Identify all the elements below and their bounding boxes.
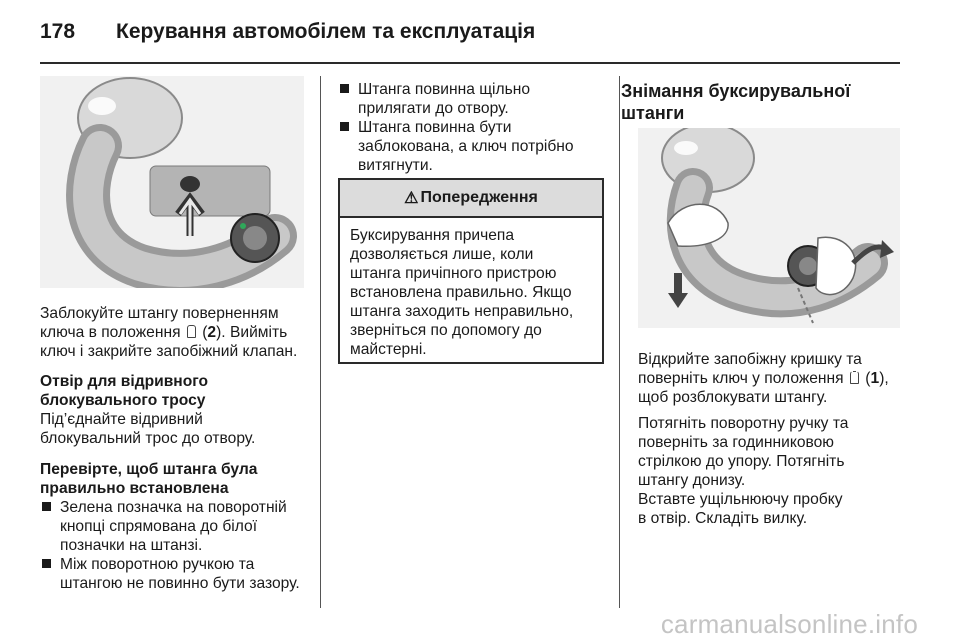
caption-line-2-pre: ключа в положення <box>40 324 181 341</box>
warning-line-2: дозволяється лише, коли <box>350 246 534 263</box>
cable-eye-line-1: Під’єднайте відривний <box>40 411 203 428</box>
cable-eye-line-2: блокувальний трос до отвору. <box>40 430 256 447</box>
bullet-green-mark-line-2: кнопці спрямована до білої <box>60 518 258 535</box>
section-heading-removal <box>621 80 850 124</box>
bullet-green-mark-line-1: Зелена позначка на поворотній <box>60 499 287 516</box>
unlock-paragraph <box>638 350 902 407</box>
key-locked-icon <box>187 325 196 338</box>
subheading-check-installation <box>40 460 316 498</box>
sealing-plug-line-2: в отвір. Складіть вилку. <box>638 510 808 527</box>
bullet-green-mark-line-3: позначки на штанзі. <box>60 537 203 554</box>
bullet-square-icon <box>42 502 51 511</box>
subheading-cable-eye <box>40 372 316 410</box>
warning-triangle-icon: ⚠ <box>404 190 419 207</box>
bullet-tight-fit <box>340 80 628 118</box>
key-unlocked-icon <box>850 371 859 384</box>
warning-line-1: Буксирування причепа <box>350 227 515 244</box>
cable-eye-paragraph <box>40 410 316 448</box>
pull-knob-line-1: Потягніть поворотну ручку та <box>638 415 849 432</box>
warning-header <box>340 180 602 218</box>
bullet-locked-line-2: заблокована, а ключ потрібно <box>358 138 574 155</box>
unlock-line-1: Відкрийте запобіжну кришку та <box>638 351 862 368</box>
subheading-check-line-1: Перевірте, щоб штанга була <box>40 461 258 478</box>
bullet-green-mark <box>42 498 334 555</box>
page-number: 178 <box>40 20 76 43</box>
bullet-no-gap-line-2: штангою не повинно бути зазору. <box>60 575 300 592</box>
subheading-check-line-2: правильно встановлена <box>40 480 229 497</box>
bullet-square-icon <box>340 84 349 93</box>
page-header <box>40 18 900 58</box>
page-title: Керування автомобілем та експлуатація <box>116 20 536 43</box>
pull-knob-paragraph <box>638 414 902 490</box>
warning-line-4: встановлена правильно. Якщо <box>350 284 572 301</box>
caption-line-1: Заблокуйте штангу поверненням <box>40 305 279 322</box>
warning-line-5: штанга заходить неправильно, <box>350 303 574 320</box>
warning-body <box>340 218 602 359</box>
warning-title: Попередження <box>420 189 538 206</box>
tow-bar-lock-illustration <box>40 76 304 288</box>
pull-knob-line-3: стрілкою до упору. Потягніть <box>638 453 845 470</box>
warning-line-6: зверніться по допомогу до <box>350 322 542 339</box>
warning-line-7: майстерні. <box>350 341 427 358</box>
pull-knob-line-4: штангу донизу. <box>638 472 746 489</box>
unlock-position-number: 1 <box>870 370 880 387</box>
caption-line-3: ключ і закрийте запобіжний клапан. <box>40 343 298 360</box>
pull-knob-line-2: поверніть за годинниковою <box>638 434 834 451</box>
caption-line-2-post: ). Вийміть <box>216 324 288 341</box>
section-heading-line-2: штанги <box>621 103 685 123</box>
caption-line-2-open: ( <box>202 324 208 341</box>
bullet-tight-fit-line-1: Штанга повинна щільно <box>358 81 531 98</box>
watermark: carmanualsonline.info <box>660 609 918 639</box>
tow-bar-removal-illustration <box>638 128 900 328</box>
bullet-locked-line-1: Штанга повинна бути <box>358 119 512 136</box>
bullet-tight-fit-line-2: прилягати до отвору. <box>358 100 509 117</box>
caption-paragraph <box>40 304 316 361</box>
unlock-line-2-pre: поверніть ключ у положення <box>638 370 844 387</box>
unlock-line-2-open: ( <box>865 370 871 387</box>
sealing-plug-paragraph <box>638 490 902 528</box>
bullet-square-icon <box>42 559 51 568</box>
warning-line-3: штанга причіпного пристрою <box>350 265 557 282</box>
bullet-no-gap <box>42 555 334 593</box>
caption-position-number: 2 <box>207 324 217 341</box>
header-rule <box>40 62 900 64</box>
bullet-locked-line-3: витягнути. <box>358 157 433 174</box>
sealing-plug-line-1: Вставте ущільнюючу пробку <box>638 491 843 508</box>
bullet-square-icon <box>340 122 349 131</box>
subheading-cable-eye-line-2: блокувального тросу <box>40 392 206 409</box>
subheading-cable-eye-line-1: Отвір для відривного <box>40 373 209 390</box>
bullet-no-gap-line-1: Між поворотною ручкою та <box>60 556 255 573</box>
warning-box <box>338 178 604 364</box>
unlock-line-2-post: ), <box>879 370 889 387</box>
section-heading-line-1: Знімання буксирувальної <box>621 81 851 101</box>
bullet-locked-key-removed <box>340 118 628 175</box>
unlock-line-3: щоб розблокувати штангу. <box>638 389 828 406</box>
